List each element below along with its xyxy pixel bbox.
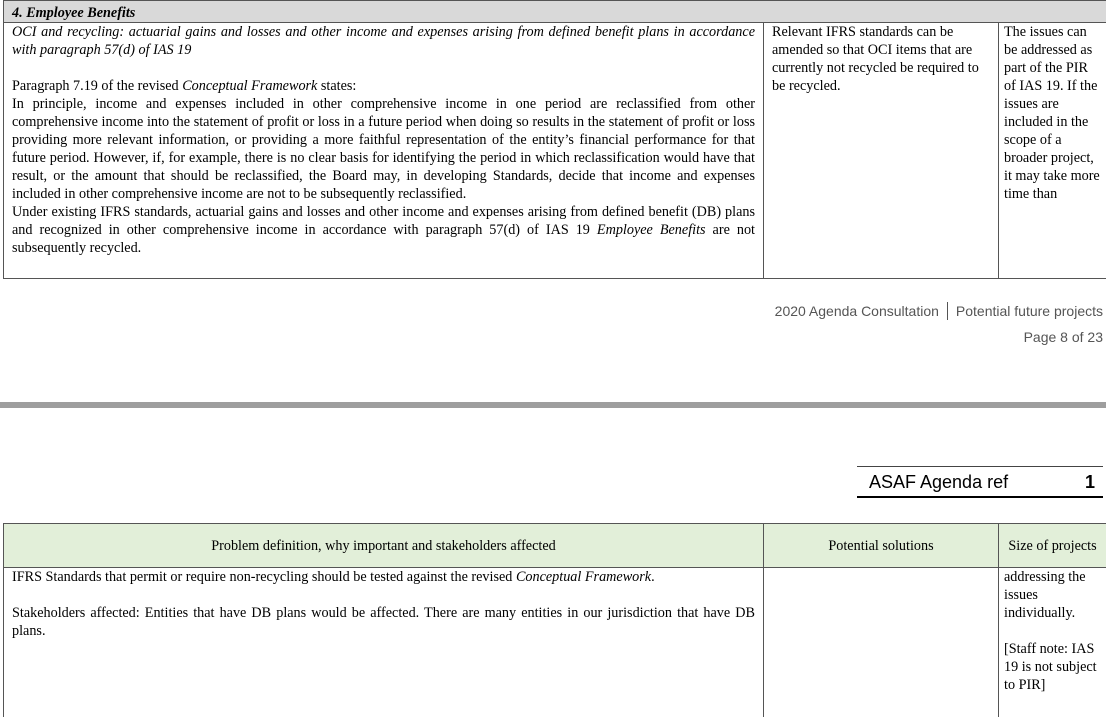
problem-cell	[4, 23, 764, 279]
recycling-test-text: IFRS Standards that permit or require non-recycling should be tested against the revised Conceptual Framework.	[12, 569, 655, 585]
staff-note: [Staff note: IAS 19 is not subject to PIR]	[1004, 641, 1097, 693]
page-footer	[775, 302, 1103, 320]
footer-doc-title: 2020 Agenda Consultation	[774, 303, 939, 319]
size-cell: The issues can be addressed as part of the PIR of IAS 19. If the issues are included in the scope of a broader project, it may take more time than	[999, 23, 1106, 279]
table-row	[4, 23, 1106, 279]
size-continued: addressing the issues individually.	[1004, 569, 1086, 621]
agenda-ref-label: ASAF Agenda ref	[869, 472, 1009, 492]
problem-cell	[4, 568, 764, 717]
header-solutions: Potential solutions	[764, 524, 999, 568]
size-cell	[999, 568, 1106, 717]
solution-cell	[764, 568, 999, 717]
agenda-ref-number: 1	[1084, 472, 1095, 492]
section-title: 4. Employee Benefits	[4, 1, 1106, 23]
topic-text: OCI and recycling: actuarial gains and losses and other income and expenses arising from defined benefit plans in accordance with paragraph 57(d) of IAS 19	[12, 24, 755, 58]
footer-separator	[947, 302, 948, 320]
section-header-row	[4, 1, 1106, 23]
problem-solutions-table	[3, 523, 1106, 717]
page-divider	[0, 402, 1106, 408]
header-size: Size of projects	[999, 524, 1106, 568]
agenda-ref-box	[857, 466, 1103, 498]
cf-quote: In principle, income and expenses included in other comprehensive income in one period are reclassified from other comprehensive income into the statement of profit or loss in a future period when doing so results in the statement of profit or loss providing more relevant information, or providing a more faithful representation of the entity’s financial performance for that future period. However, if, for example, there is no clear basis for identifying the period in which reclassification would have that result, or the amount that should be reclassified, the Board may, in developing Standards, decide that income and expenses included in other comprehensive income are not to be subsequently reclassified.	[12, 96, 755, 202]
footer-section: Potential future projects	[955, 303, 1103, 319]
header-problem: Problem definition, why important and stakeholders affected	[4, 524, 764, 568]
page-number: Page 8 of 23	[1023, 329, 1103, 345]
table-header-row	[4, 524, 1106, 568]
stakeholders-text: Stakeholders affected: Entities that have DB plans would be affected. There are many entities in our jurisdiction that have DB plans.	[12, 605, 755, 639]
benefits-table	[3, 0, 1106, 279]
ifrs-statement: Under existing IFRS standards, actuarial gains and losses and other income and expenses arising from defined benefit (DB) plans and recognized in other comprehensive income in accordance with paragraph 57(d) of IAS 19 Employee Benefits are not subsequently recycled.	[12, 204, 755, 256]
cf-intro: Paragraph 7.19 of the revised Conceptual Framework states:	[12, 78, 357, 94]
table-row	[4, 568, 1106, 717]
solution-cell: Relevant IFRS standards can be amended so that OCI items that are currently not recycled be required to be recycled.	[764, 23, 999, 279]
